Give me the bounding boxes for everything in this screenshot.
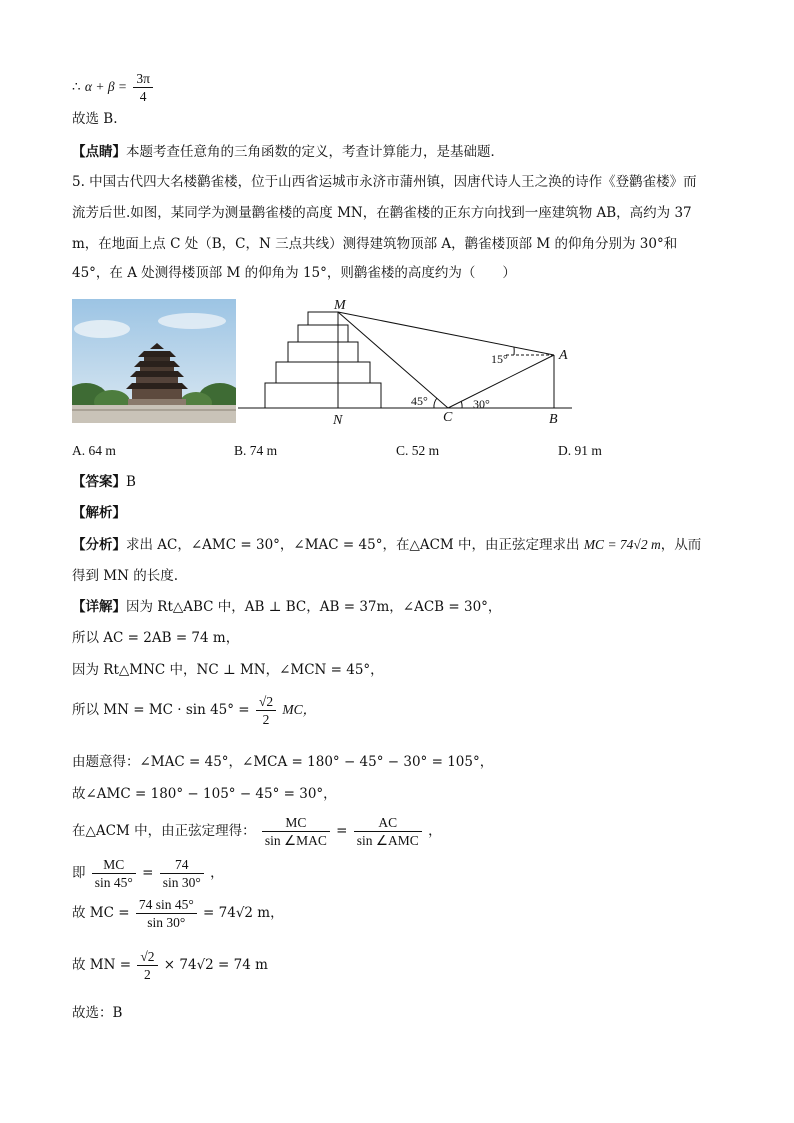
step-8-prefix: 即 (72, 865, 86, 881)
label-a: A (559, 348, 568, 363)
step-9-prefix: 故 MC = (72, 905, 130, 921)
step-8-fraction-left (92, 856, 136, 891)
label-m: M (334, 298, 346, 313)
label-n: N (333, 413, 343, 426)
therefore-symbol: ∴ (72, 79, 81, 95)
step-7-right-denominator: sin ∠AMC (356, 833, 419, 848)
step-4 (72, 692, 316, 728)
conclusion-lhs: α + β = (84, 79, 128, 94)
step-9-denominator: sin 30° (147, 915, 186, 930)
segment-ma (338, 312, 554, 355)
step-9 (72, 894, 284, 932)
question-line-1: 5. 中国古代四大名楼鹳雀楼，位于山西省运城市永济市蒲州镇，因唐代诗人王之涣的诗作《登鹳雀楼》而 (72, 174, 697, 190)
tower-photo (72, 299, 236, 423)
fenxi-text-1: 求出 AC，∠AMC = 30°，∠MAC = 45°，在△ACM 中，由正弦定理求出 (126, 537, 580, 553)
step-8-suffix: ， (210, 865, 224, 881)
step-10-numerator: √2 (137, 948, 157, 966)
fenxi-text-2: ，从而 (660, 537, 702, 553)
step-4-suffix: MC， (282, 702, 317, 717)
angle-label-30: 30° (473, 397, 490, 411)
option-c: C. 52 m (396, 443, 440, 458)
final-choose: 故选：B (72, 1005, 123, 1021)
step-10-denominator: 2 (144, 967, 151, 982)
comment-text: 本题考查任意角的三角函数的定义，考查计算能力，是基础题． (126, 144, 504, 160)
step-8-right-denominator: sin 30° (162, 875, 201, 890)
step-6: 故∠AMC = 180° − 105° − 45° = 30°， (72, 786, 337, 802)
analysis-tag: 【解析】 (72, 505, 126, 521)
question-line-3: m，在地面上点 C 处（B，C，N 三点共线）测得建筑物顶部 A，鹳雀楼顶部 M 的仰角分别为 30°和 (72, 236, 678, 252)
step-7-left-denominator: sin ∠MAC (264, 833, 327, 848)
step-9-fraction (136, 896, 197, 931)
step-8-equals: = (142, 865, 154, 881)
step-4-prefix: 所以 MN = MC · sin 45° = (72, 702, 250, 718)
fenxi-tag: 【分析】 (72, 537, 126, 553)
option-b: B. 74 m (234, 443, 278, 458)
label-b: B (549, 412, 558, 426)
step-2: 所以 AC = 2AB = 74 m， (72, 630, 240, 646)
fenxi-line-2: 得到 MN 的长度. (72, 568, 179, 584)
angle-arc-45 (434, 398, 437, 408)
option-a: A. 64 m (72, 443, 116, 458)
step-10-suffix: × 74√2 = 74 m (163, 957, 268, 973)
step-8-right-numerator: 74 (160, 856, 204, 874)
tower-tier-1 (265, 383, 381, 408)
step-7-suffix: ， (428, 823, 442, 839)
conclusion-denominator: 4 (139, 89, 147, 104)
label-c: C (443, 410, 453, 425)
option-d: D. 91 m (558, 443, 602, 458)
step-9-numerator: 74 sin 45° (136, 896, 197, 914)
prev-choose: 故选 B. (72, 111, 118, 127)
angle-label-45: 45° (411, 394, 428, 408)
answer-tag: 【答案】 (72, 474, 126, 490)
step-7-prefix: 在△ACM 中，由正弦定理得： (72, 823, 256, 839)
conclusion-fraction (133, 70, 153, 105)
step-7-right-numerator: AC (354, 814, 422, 832)
step-8-fraction-right (160, 856, 204, 891)
question-line-4: 45°，在 A 处测得楼顶部 M 的仰角为 15°，则鹳雀楼的高度约为（ ） (72, 265, 516, 281)
step-8-left-numerator: MC (92, 856, 136, 874)
step-3: 因为 Rt△MNC 中，NC ⊥ MN，∠MCN = 45°， (72, 662, 384, 678)
step-1: 因为 Rt△ABC 中，AB ⊥ BC，AB = 37m，∠ACB = 30°， (126, 599, 502, 615)
step-4-numerator: √2 (256, 693, 276, 711)
fenxi-mc-value: MC = 74√2 m (583, 537, 661, 552)
tower-photo-image (72, 299, 236, 423)
comment-tag: 【点睛】 (72, 144, 126, 160)
tower-tier-2 (276, 362, 370, 383)
step-7-fraction-right (354, 814, 422, 849)
question-line-2: 流芳后世.如图，某同学为测量鹳雀楼的高度 MN，在鹳雀楼的正东方向找到一座建筑物 AB，高约为 37 (72, 205, 692, 221)
prev-conclusion (72, 70, 155, 105)
geometry-diagram (238, 294, 578, 426)
step-10-fraction (137, 948, 157, 983)
angle-arc-30 (461, 401, 462, 408)
step-4-fraction (256, 693, 276, 728)
prev-comment (72, 142, 504, 162)
step-9-suffix: = 74√2 m， (203, 905, 284, 921)
step-7 (72, 812, 442, 850)
answer-line (72, 472, 136, 492)
xiangjie-tag: 【详解】 (72, 599, 126, 615)
answer-value: B (126, 474, 136, 490)
fenxi-line-1 (72, 535, 701, 555)
segment-mc (338, 312, 448, 408)
conclusion-numerator: 3π (133, 70, 153, 88)
xiangjie-line-1 (72, 597, 501, 617)
angle-label-15: 15° (491, 352, 508, 366)
step-5: 由题意得：∠MAC = 45°，∠MCA = 180° − 45° − 30° = 105°， (72, 754, 494, 770)
tower-tier-5 (308, 312, 338, 325)
step-7-fraction-left (262, 814, 330, 849)
tower-tier-4 (298, 325, 348, 342)
step-10 (72, 946, 268, 984)
step-8 (72, 854, 224, 892)
step-7-equals: = (336, 823, 348, 839)
step-4-denominator: 2 (262, 712, 270, 727)
tower-tier-3 (288, 342, 358, 362)
step-8-left-denominator: sin 45° (94, 875, 133, 890)
step-10-prefix: 故 MN = (72, 957, 132, 973)
step-7-left-numerator: MC (262, 814, 330, 832)
